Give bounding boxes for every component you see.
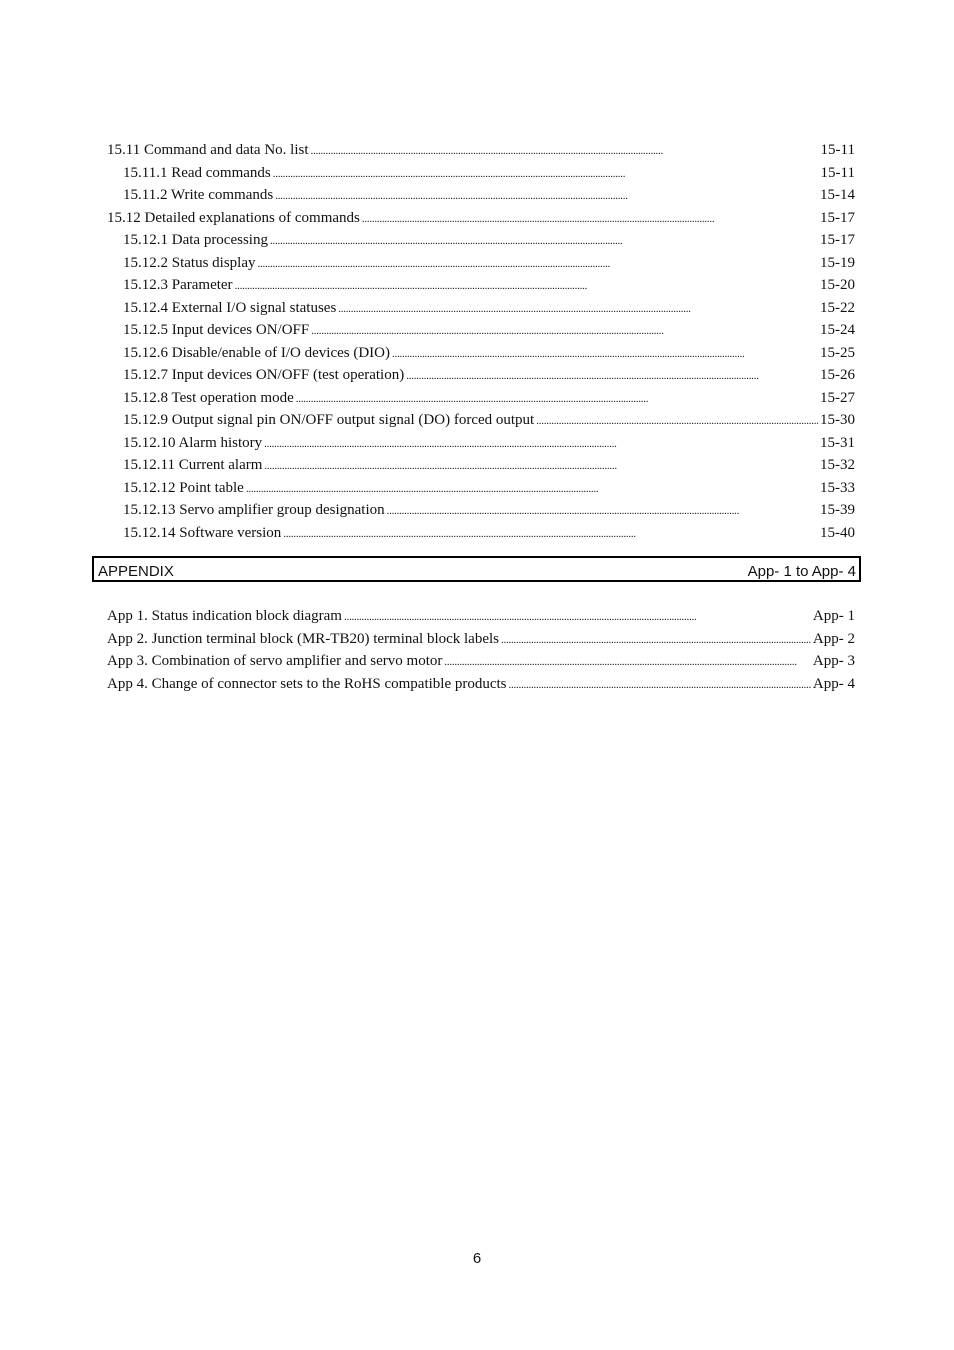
dot-leader xyxy=(258,253,818,276)
toc-entry-title: App 2. Junction terminal block (MR-TB20) terminal block labels xyxy=(107,630,500,647)
toc-entry-title: 15.11.1 Read commands xyxy=(123,164,271,181)
toc-entry-title: 15.12.8 Test operation mode xyxy=(123,389,294,406)
toc-entry[interactable] xyxy=(107,364,855,387)
toc-entry-title: 15.12.11 Current alarm xyxy=(123,457,263,473)
toc-entry-page: App- 1 xyxy=(812,608,855,624)
toc-entry[interactable] xyxy=(107,477,855,500)
toc-entry[interactable] xyxy=(107,454,855,477)
toc-entry-page: 15-20 xyxy=(820,277,855,293)
toc-entry-title: App 3. Combination of servo amplifier and servo motor xyxy=(107,653,443,669)
toc-entry[interactable] xyxy=(107,162,855,185)
toc-entry-page: 15-22 xyxy=(820,299,855,316)
dot-leader xyxy=(273,163,819,186)
toc-entry-title: 15.12.2 Status display xyxy=(123,254,256,271)
dot-leader xyxy=(536,410,818,433)
toc-entry[interactable] xyxy=(107,628,855,651)
toc-entry-title: 15.12.9 Output signal pin ON/OFF output signal (DO) forced output xyxy=(123,412,535,428)
toc-entry[interactable] xyxy=(107,673,855,696)
toc-entry[interactable] xyxy=(107,297,855,320)
toc-entry-page: 15-11 xyxy=(820,142,855,158)
dot-leader xyxy=(311,320,818,343)
toc-entry-page: 15-40 xyxy=(820,524,855,541)
toc-entry-title: 15.12.7 Input devices ON/OFF (test operation) xyxy=(123,367,405,383)
toc-entry[interactable] xyxy=(107,252,855,275)
toc-entry-page: 15-17 xyxy=(820,232,855,248)
toc-entry-page: 15-26 xyxy=(820,367,855,383)
dot-leader xyxy=(311,140,819,163)
appendix-page-range: App- 1 to App- 4 xyxy=(747,562,856,580)
toc-entry[interactable] xyxy=(107,605,855,628)
dot-leader xyxy=(264,455,818,478)
dot-leader xyxy=(296,388,818,411)
toc-entry-title: 15.11 Command and data No. list xyxy=(107,142,309,158)
toc-entry[interactable] xyxy=(107,184,855,207)
page-number: 6 xyxy=(472,1250,482,1267)
toc-entry[interactable] xyxy=(107,139,855,162)
toc-entry-title: 15.12.14 Software version xyxy=(123,524,282,541)
dot-leader xyxy=(392,343,818,366)
toc-entry[interactable] xyxy=(107,229,855,252)
toc-entry-title: App 4. Change of connector sets to the RoHS compatible products xyxy=(107,675,507,692)
toc-entry-title: App 1. Status indication block diagram xyxy=(107,608,342,624)
toc-entry-page: App- 2 xyxy=(812,630,855,647)
dot-leader xyxy=(344,606,811,629)
toc-entry[interactable] xyxy=(107,499,855,522)
toc-entry-page: 15-32 xyxy=(820,457,855,473)
toc-entry-page: 15-14 xyxy=(820,187,855,203)
toc-entry-page: 15-11 xyxy=(820,164,855,181)
toc-entry-title: 15.12.10 Alarm history xyxy=(123,434,263,451)
toc-entry-title: 15.12.6 Disable/enable of I/O devices (DIO) xyxy=(123,344,390,361)
dot-leader xyxy=(283,523,818,546)
toc-entry[interactable] xyxy=(107,387,855,410)
toc-entry-page: 15-39 xyxy=(820,502,855,518)
dot-leader xyxy=(444,651,811,674)
dot-leader xyxy=(264,433,818,456)
dot-leader xyxy=(406,365,818,388)
toc-entry-page: 15-33 xyxy=(820,479,855,496)
dot-leader xyxy=(509,674,811,697)
toc-entry-title: 15.12 Detailed explanations of commands xyxy=(107,209,360,226)
toc-entry[interactable] xyxy=(107,409,855,432)
toc-section-15 xyxy=(107,139,855,544)
toc-entry[interactable] xyxy=(107,274,855,297)
toc-entry-page: 15-30 xyxy=(820,412,855,428)
toc-entry-title: 15.12.3 Parameter xyxy=(123,277,233,293)
dot-leader xyxy=(270,230,818,253)
appendix-header-box xyxy=(92,556,861,582)
toc-entry[interactable] xyxy=(107,319,855,342)
toc-entry-page: 15-31 xyxy=(820,434,855,451)
toc-appendix xyxy=(107,605,855,695)
dot-leader xyxy=(362,208,818,231)
toc-entry-page: App- 4 xyxy=(812,675,855,692)
toc-entry[interactable] xyxy=(107,432,855,455)
dot-leader xyxy=(338,298,818,321)
toc-entry-title: 15.12.12 Point table xyxy=(123,479,244,496)
toc-entry-page: 15-17 xyxy=(820,209,855,226)
dot-leader xyxy=(387,500,818,523)
dot-leader xyxy=(246,478,818,501)
toc-entry-title: 15.12.1 Data processing xyxy=(123,232,268,248)
toc-entry[interactable] xyxy=(107,342,855,365)
toc-entry-title: 15.12.4 External I/O signal statuses xyxy=(123,299,337,316)
toc-entry[interactable] xyxy=(107,207,855,230)
toc-entry-page: 15-24 xyxy=(820,322,855,338)
dot-leader xyxy=(235,275,818,298)
toc-entry[interactable] xyxy=(107,522,855,545)
dot-leader xyxy=(275,185,818,208)
toc-entry[interactable] xyxy=(107,650,855,673)
toc-entry-page: App- 3 xyxy=(812,653,855,669)
toc-entry-page: 15-19 xyxy=(820,254,855,271)
appendix-title: APPENDIX xyxy=(98,562,174,580)
toc-entry-page: 15-27 xyxy=(820,389,855,406)
toc-entry-title: 15.12.13 Servo amplifier group designation xyxy=(123,502,385,518)
toc-entry-title: 15.11.2 Write commands xyxy=(123,187,274,203)
dot-leader xyxy=(501,629,811,652)
toc-entry-page: 15-25 xyxy=(820,344,855,361)
toc-entry-title: 15.12.5 Input devices ON/OFF xyxy=(123,322,310,338)
